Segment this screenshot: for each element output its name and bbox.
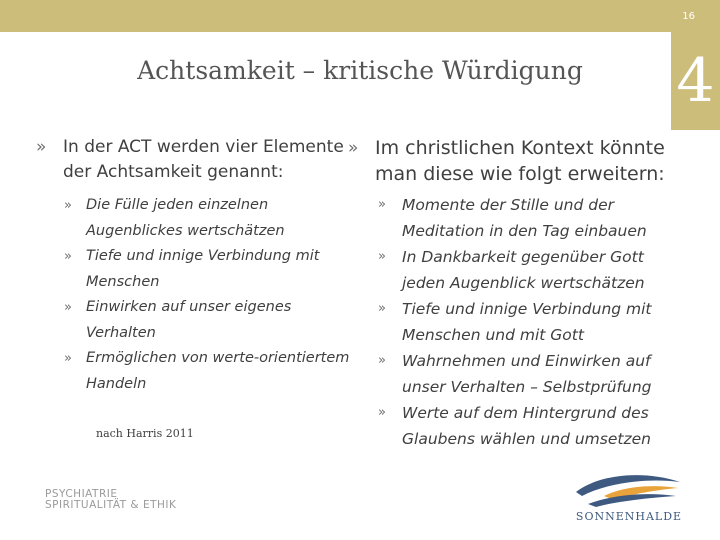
top-bar	[0, 0, 720, 32]
sonnenhalde-logo-icon	[574, 470, 684, 510]
list-item-text: Ermöglichen von werte-orientiertem Handeln	[86, 350, 350, 392]
page-number: 16	[682, 11, 695, 22]
list-item-text: In Dankbarkeit gegenüber Gott jeden Augenblick wertschätzen	[402, 248, 645, 292]
left-column	[30, 135, 350, 397]
list-item-text: Die Fülle jeden einzelnen Augenblickes wertschätzen	[86, 197, 285, 239]
bullet-marker: »	[64, 351, 72, 366]
list-item	[63, 295, 350, 346]
bullet-marker: »	[378, 405, 386, 420]
bullet-marker: »	[378, 197, 386, 212]
bullet-marker: »	[64, 198, 72, 213]
bullet-marker: »	[36, 137, 47, 157]
list-item-text: Tiefe und innige Verbindung mit Menschen und mit Gott	[402, 300, 652, 344]
left-intro-text: In der ACT werden vier Elemente der Achtsamkeit genannt:	[63, 137, 344, 182]
list-item	[377, 348, 685, 400]
list-item-text: Tiefe und innige Verbindung mit Menschen	[86, 248, 320, 290]
list-item	[377, 296, 685, 348]
psychiatrie-logo-line1: PSYCHIATRIE	[45, 488, 118, 500]
psychiatrie-logo	[45, 489, 176, 511]
list-item	[63, 193, 350, 244]
list-item-text: Momente der Stille und der Meditation in den Tag einbauen	[402, 196, 647, 240]
list-item	[377, 192, 685, 244]
list-item-text: Einwirken auf unser eigenes Verhalten	[86, 299, 292, 341]
list-item-text: Werte auf dem Hintergrund des Glaubens wählen und umsetzen	[402, 404, 651, 448]
bullet-marker: »	[378, 249, 386, 264]
right-sub-list	[345, 192, 685, 452]
list-item	[63, 244, 350, 295]
bullet-marker: »	[64, 249, 72, 264]
bullet-marker: »	[64, 300, 72, 315]
sonnenhalde-logo	[574, 470, 684, 526]
left-intro-bullet	[30, 135, 350, 185]
list-item	[377, 400, 685, 452]
chapter-box	[671, 32, 720, 130]
right-intro-bullet	[345, 135, 685, 187]
right-column	[345, 135, 685, 452]
list-item-text: Wahrnehmen und Einwirken auf unser Verhalten – Selbstprüfung	[402, 352, 652, 396]
chapter-number: 4	[676, 46, 715, 116]
list-item	[377, 244, 685, 296]
bullet-marker: »	[348, 138, 359, 158]
list-item	[63, 346, 350, 397]
bullet-marker: »	[378, 301, 386, 316]
left-sub-list	[30, 193, 350, 397]
right-intro-text: Im christlichen Kontext könnte man diese wie folgt erweitern:	[375, 137, 665, 185]
slide-title: Achtsamkeit – kritische Würdigung	[137, 56, 583, 85]
source-citation: nach Harris 2011	[96, 427, 194, 440]
sonnenhalde-logo-text: SONNENHALDE	[575, 510, 683, 523]
psychiatrie-logo-line2: SPIRITUALITÄT & ETHIK	[45, 499, 177, 511]
bullet-marker: »	[378, 353, 386, 368]
